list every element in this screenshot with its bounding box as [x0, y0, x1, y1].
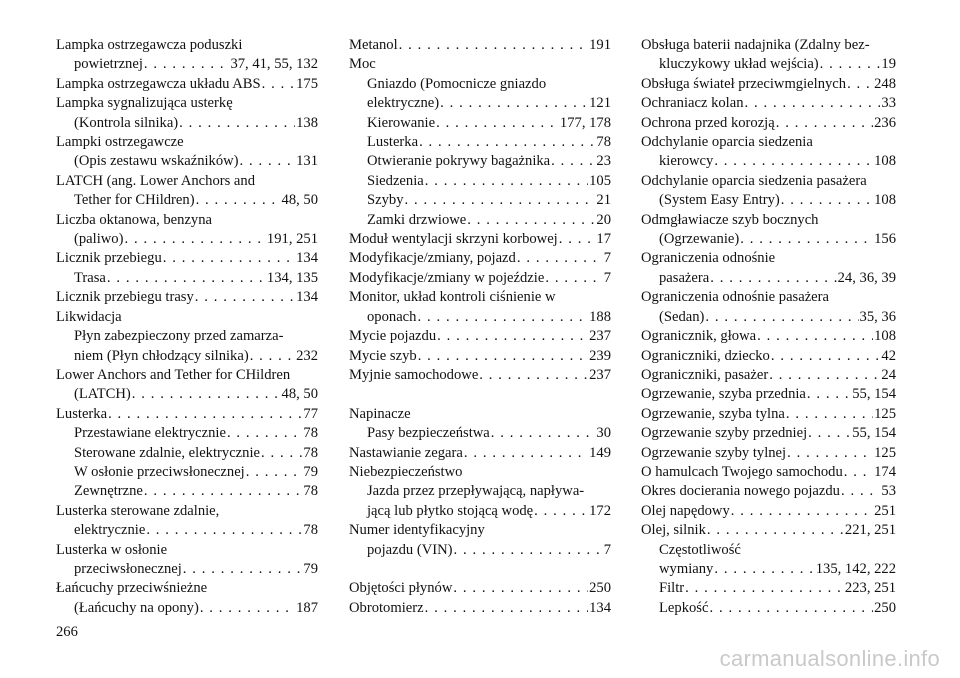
index-term: Ogranicznik, głowa [641, 328, 757, 345]
page-reference: 30 [596, 425, 611, 442]
dot-leader [847, 75, 873, 94]
index-term: niem (Płyn chłodzący silnika) [74, 347, 249, 364]
page-number: 266 [56, 624, 78, 640]
page-reference: 79 [303, 463, 318, 480]
dot-leader [425, 599, 589, 618]
page-reference: 191, 251 [266, 231, 318, 248]
page-reference: 125 [874, 405, 896, 422]
index-heading: Moc [349, 56, 376, 73]
index-term: Obrotomierz [349, 599, 424, 616]
page-reference: 42 [881, 347, 896, 364]
index-term: Gniazdo (Pomocnicze gniazdo [367, 75, 547, 92]
index-term: Olej napędowy [641, 502, 730, 519]
index-entry-line [349, 36, 611, 55]
index-term: Moduł wentylacji skrzyni korbowej [349, 231, 558, 248]
index-term: Ogrzewanie szyby przedniej [641, 425, 808, 442]
page-reference: 174 [874, 463, 896, 480]
index-term: (paliwo) [74, 231, 124, 248]
page-reference: 125 [874, 444, 896, 461]
dot-leader [559, 230, 596, 249]
index-term: Mycie pojazdu [349, 328, 437, 345]
index-term: Lampka ostrzegawcza poduszki [56, 37, 243, 53]
index-term: kluczykowy układ wejścia) [659, 56, 819, 73]
dot-leader [419, 133, 595, 152]
index-term: Lepkość [659, 599, 709, 616]
dot-leader [685, 579, 844, 598]
page-reference: 23 [596, 153, 611, 170]
dot-leader [757, 327, 873, 346]
index-term: Siedzenia [367, 172, 424, 189]
index-entry-line [349, 230, 611, 249]
page-reference: 134, 135 [266, 269, 318, 286]
index-term: Lusterka [56, 405, 108, 422]
index-term: kierowcy [659, 153, 714, 170]
index-term: Częstotliwość [659, 541, 741, 558]
index-term: Przestawiane elektrycznie [74, 425, 226, 442]
dot-leader [709, 599, 873, 618]
page-reference: 17 [596, 231, 611, 248]
index-entry-line [349, 541, 611, 560]
page-reference: 37, 41, 55, 132 [230, 56, 318, 73]
index-term: Pasy bezpieczeństwa [367, 425, 490, 442]
index-entry-line [349, 191, 611, 210]
page-reference: 175 [296, 75, 318, 92]
index-entry-line [641, 114, 896, 133]
index-entry-line [349, 308, 611, 327]
index-entry-line [349, 444, 611, 463]
index-term: Ochraniacz kolan [641, 95, 744, 112]
index-term: Zewnętrzne [74, 483, 143, 500]
page-reference: 108 [874, 153, 896, 170]
index-term: Ograniczenia odnośnie pasażera [641, 289, 830, 306]
index-term: Lampka sygnalizująca usterkę [56, 95, 233, 112]
dot-leader [808, 424, 851, 443]
index-term: Monitor, układ kontroli ciśnienie w [349, 289, 556, 306]
dot-leader [246, 463, 303, 482]
page-reference: 239 [589, 347, 611, 364]
page-reference: 21 [596, 192, 611, 209]
index-term: elektrycznie [74, 522, 146, 539]
index-term: pasażera [659, 269, 710, 286]
index-column-2 [349, 36, 611, 618]
index-entry-line [349, 599, 611, 618]
dot-leader [453, 579, 588, 598]
index-term: Łańcuchy przeciwśnieżne [56, 580, 208, 597]
dot-leader [464, 444, 588, 463]
index-entry-line [641, 269, 896, 288]
index-term: wymiany [659, 560, 714, 577]
page-reference: 55, 154 [852, 386, 896, 403]
page-reference: 78 [303, 483, 318, 500]
index-entry-line [641, 55, 896, 74]
dot-leader [132, 385, 281, 404]
page-reference: 35, 36 [859, 308, 896, 325]
index-term: Olej, silnik [641, 522, 706, 539]
dot-leader [404, 191, 595, 210]
page-reference: 78 [596, 134, 611, 151]
page-reference: 131 [296, 153, 318, 170]
dot-leader [437, 327, 588, 346]
index-term: Nastawianie zegara [349, 444, 463, 461]
page-reference: 237 [589, 328, 611, 345]
dot-leader [436, 114, 559, 133]
index-entry-line [56, 230, 318, 249]
index-term: Liczba oktanowa, benzyna [56, 211, 212, 228]
index-entry-line [56, 249, 318, 268]
index-term: Kierowanie [367, 114, 436, 131]
index-term: Ograniczenia odnośnie [641, 250, 776, 267]
index-entry-line [641, 444, 896, 463]
index-entry-line [641, 599, 896, 618]
dot-leader [705, 308, 858, 327]
index-entry-line [641, 191, 896, 210]
index-term: LATCH (ang. Lower Anchors and [56, 172, 255, 189]
index-entry-line [349, 133, 611, 152]
dot-leader [776, 114, 873, 133]
page-reference: 55, 154 [852, 425, 896, 442]
index-term: (Sedan) [659, 308, 705, 325]
section-gap [349, 560, 611, 579]
dot-leader [417, 308, 588, 327]
index-entry-line [56, 424, 318, 443]
index-term: Licznik przebiegu trasy [56, 289, 194, 306]
page-reference: 134 [296, 289, 318, 306]
index-entry-line [56, 385, 318, 404]
index-term: Mycie szyb [349, 347, 417, 364]
index-term: Ograniczniki, pasażer [641, 366, 769, 383]
index-term: Płyn zabezpieczony przed zamarza- [74, 328, 284, 345]
index-term: oponach [367, 308, 417, 325]
index-entry-line [641, 366, 896, 385]
dot-leader [534, 502, 588, 521]
dot-leader [124, 230, 265, 249]
index-entry-line [56, 444, 318, 463]
dot-leader [262, 75, 295, 94]
index-term: (LATCH) [74, 386, 131, 403]
dot-leader [144, 55, 230, 74]
dot-leader [200, 599, 295, 618]
index-entry-line [641, 405, 896, 424]
page-reference: 53 [881, 483, 896, 500]
index-entry-line [56, 75, 318, 94]
dot-leader [714, 152, 873, 171]
page-reference: 221, 251 [844, 522, 896, 539]
index-term: (Łańcuchy na opony) [74, 599, 199, 616]
index-entry-line [641, 424, 896, 443]
dot-leader [551, 152, 595, 171]
index-term: Numer identyfikacyjny [349, 522, 485, 539]
page-reference: 78 [303, 444, 318, 461]
page-reference: 248 [874, 75, 896, 92]
page-reference: 108 [874, 328, 896, 345]
index-term: Lampki ostrzegawcze [56, 134, 184, 151]
index-entry-line [349, 424, 611, 443]
index-entry-line [641, 327, 896, 346]
dot-leader [196, 191, 281, 210]
page-reference: 121 [589, 95, 611, 112]
page-reference: 20 [596, 211, 611, 228]
index-term: Odchylanie oparcia siedzenia [641, 134, 813, 151]
dot-leader [107, 269, 266, 288]
index-entry-line [641, 152, 896, 171]
index-term: Lower Anchors and Tether for CHildren [56, 366, 291, 383]
dot-leader [714, 560, 814, 579]
page-reference: 78 [303, 522, 318, 539]
dot-leader [745, 94, 881, 113]
index-entry-line [349, 94, 611, 113]
index-term: Ogrzewanie, szyba przednia [641, 386, 806, 403]
page-reference: 177, 178 [559, 114, 611, 131]
dot-leader [517, 249, 603, 268]
page-reference: 134 [296, 250, 318, 267]
dot-leader [146, 521, 302, 540]
dot-leader [740, 230, 873, 249]
index-entry-line [641, 385, 896, 404]
page-reference: 138 [296, 114, 318, 131]
index-term: przeciwsłonecznej [74, 560, 182, 577]
page-reference: 134 [589, 599, 611, 616]
dot-leader [769, 366, 880, 385]
dot-leader [399, 36, 588, 55]
index-entry-line [56, 560, 318, 579]
index-term: Objętości płynów [349, 580, 453, 597]
index-term: Trasa [74, 269, 106, 286]
dot-leader [807, 385, 851, 404]
index-term: Modyfikacje/zmiany w pojeździe [349, 269, 545, 286]
index-heading: Niebezpieczeństwo [349, 463, 463, 480]
index-entry-line [56, 55, 318, 74]
index-entry-line [349, 114, 611, 133]
index-term: Metanol [349, 37, 398, 53]
index-term: Okres docierania nowego pojazdu [641, 483, 840, 500]
index-term: powietrznej [74, 56, 143, 73]
index-entry-line [641, 502, 896, 521]
index-term: Filtr [659, 580, 685, 597]
index-term: O hamulcach Twojego samochodu [641, 463, 843, 480]
index-entry-line [56, 405, 318, 424]
index-entry-line [56, 269, 318, 288]
index-entry-line [56, 521, 318, 540]
page-reference: 250 [874, 599, 896, 616]
index-term: Modyfikacje/zmiany, pojazd [349, 250, 516, 267]
index-entry-line [349, 249, 611, 268]
dot-leader [771, 347, 881, 366]
index-term: Ogrzewanie szyby tylnej [641, 444, 787, 461]
dot-leader [710, 269, 836, 288]
index-entry-line [349, 172, 611, 191]
dot-leader [491, 424, 596, 443]
dot-leader [261, 444, 302, 463]
page-reference: 24 [881, 366, 896, 383]
index-entry-line [56, 152, 318, 171]
dot-leader [844, 463, 873, 482]
index-term: (Ogrzewanie) [659, 231, 740, 248]
page-reference: 48, 50 [281, 192, 318, 209]
dot-leader [467, 211, 595, 230]
dot-leader [425, 172, 588, 191]
index-term: Obsługa baterii nadajnika (Zdalny bez- [641, 37, 870, 53]
page-reference: 48, 50 [281, 386, 318, 403]
index-term: Jazda przez przepływającą, napływa- [367, 483, 585, 500]
index-term: Szyby [367, 192, 404, 209]
page-reference: 77 [303, 405, 318, 422]
index-term: Lampka ostrzegawcza układu ABS [56, 75, 261, 92]
index-entry-line [56, 288, 318, 307]
index-term: Myjnie samochodowe [349, 366, 479, 383]
index-entry-line [349, 366, 611, 385]
page-reference: 188 [589, 308, 611, 325]
page-reference: 223, 251 [844, 580, 896, 597]
index-term: Ochrona przed korozją [641, 114, 775, 131]
dot-leader [240, 152, 296, 171]
index-term: Odchylanie oparcia siedzenia pasażera [641, 172, 867, 189]
dot-leader [440, 94, 588, 113]
index-entry-line [56, 114, 318, 133]
index-entry-line [641, 75, 896, 94]
watermark-text: carmanualsonline.info [719, 646, 940, 671]
index-term: (Kontrola silnika) [74, 114, 179, 131]
index-entry-line [641, 482, 896, 501]
index-entry-line [349, 502, 611, 521]
page-reference: 250 [589, 580, 611, 597]
dot-leader [183, 560, 303, 579]
index-term: W osłonie przeciwsłonecznej [74, 463, 245, 480]
index-column-3 [641, 36, 896, 618]
dot-leader [545, 269, 602, 288]
index-entry-line [641, 230, 896, 249]
index-term: jącą lub płytko stojącą wodę [367, 502, 534, 519]
page-reference: 7 [603, 541, 611, 558]
dot-leader [781, 191, 873, 210]
index-entry-line [56, 482, 318, 501]
dot-leader [418, 347, 588, 366]
index-entry-line [641, 521, 896, 540]
dot-leader [479, 366, 588, 385]
index-entry-line [641, 560, 896, 579]
index-term: Zamki drzwiowe [367, 211, 467, 228]
index-term: Tether for CHildren) [74, 192, 195, 209]
page-reference: 251 [874, 502, 896, 519]
dot-leader [731, 502, 873, 521]
index-term: Licznik przebiegu [56, 250, 162, 267]
index-term: Lusterka sterowane zdalnie, [56, 502, 220, 519]
index-entry-line [349, 579, 611, 598]
index-term: Lusterka w osłonie [56, 541, 168, 558]
index-entry-line [349, 152, 611, 171]
dot-leader [227, 424, 302, 443]
page-reference: 7 [603, 269, 611, 286]
index-entry-line [56, 599, 318, 618]
index-term: Otwieranie pokrywy bagażnika [367, 153, 551, 170]
page-reference: 232 [296, 347, 318, 364]
page-reference: 172 [589, 502, 611, 519]
index-entry-line [56, 463, 318, 482]
index-entry-line [56, 191, 318, 210]
index-entry-line [641, 308, 896, 327]
page-reference: 24, 36, 39 [837, 269, 896, 286]
dot-leader [841, 482, 880, 501]
index-entry-line [349, 347, 611, 366]
dot-leader [787, 444, 873, 463]
page-reference: 149 [589, 444, 611, 461]
index-term: Odmgławiacze szyb bocznych [641, 211, 819, 228]
index-term: Obsługa świateł przeciwmgielnych [641, 75, 847, 92]
dot-leader [108, 405, 302, 424]
index-entry-line [641, 347, 896, 366]
index-term: pojazdu (VIN) [367, 541, 453, 558]
page-reference: 236 [874, 114, 896, 131]
section-gap [349, 385, 611, 404]
page-reference: 79 [303, 560, 318, 577]
dot-leader [195, 288, 295, 307]
dot-leader [163, 249, 295, 268]
dot-leader [707, 521, 844, 540]
page-reference: 156 [874, 231, 896, 248]
dot-leader [179, 114, 295, 133]
index-entry-line [641, 94, 896, 113]
index-heading: Napinacze [349, 405, 411, 422]
dot-leader [820, 55, 881, 74]
index-entry-line [641, 463, 896, 482]
index-heading: Likwidacja [56, 308, 122, 325]
page-reference: 191 [589, 37, 611, 53]
index-term: (Opis zestawu wskaźników) [74, 153, 239, 170]
index-entry-line [349, 327, 611, 346]
index-term: Ograniczniki, dziecko [641, 347, 770, 364]
page-reference: 135, 142, 222 [815, 560, 896, 577]
page-reference: 187 [296, 599, 318, 616]
page-reference: 108 [874, 192, 896, 209]
page-reference: 78 [303, 425, 318, 442]
index-term: Sterowane zdalnie, elektrycznie [74, 444, 260, 461]
index-term: Ogrzewanie, szyba tylna [641, 405, 785, 422]
page-reference: 19 [881, 56, 896, 73]
dot-leader [786, 405, 873, 424]
index-entry-line [349, 269, 611, 288]
page-reference: 237 [589, 366, 611, 383]
dot-leader [250, 347, 295, 366]
index-term: (System Easy Entry) [659, 192, 780, 209]
index-entry-line [641, 579, 896, 598]
page-reference: 7 [603, 250, 611, 267]
index-term: elektryczne) [367, 95, 440, 112]
dot-leader [454, 541, 603, 560]
page-reference: 105 [589, 172, 611, 189]
index-entry-line [56, 347, 318, 366]
index-column-1 [56, 36, 318, 618]
dot-leader [144, 482, 303, 501]
index-term: Lusterka [367, 134, 419, 151]
index-entry-line [349, 211, 611, 230]
page-reference: 33 [881, 95, 896, 112]
